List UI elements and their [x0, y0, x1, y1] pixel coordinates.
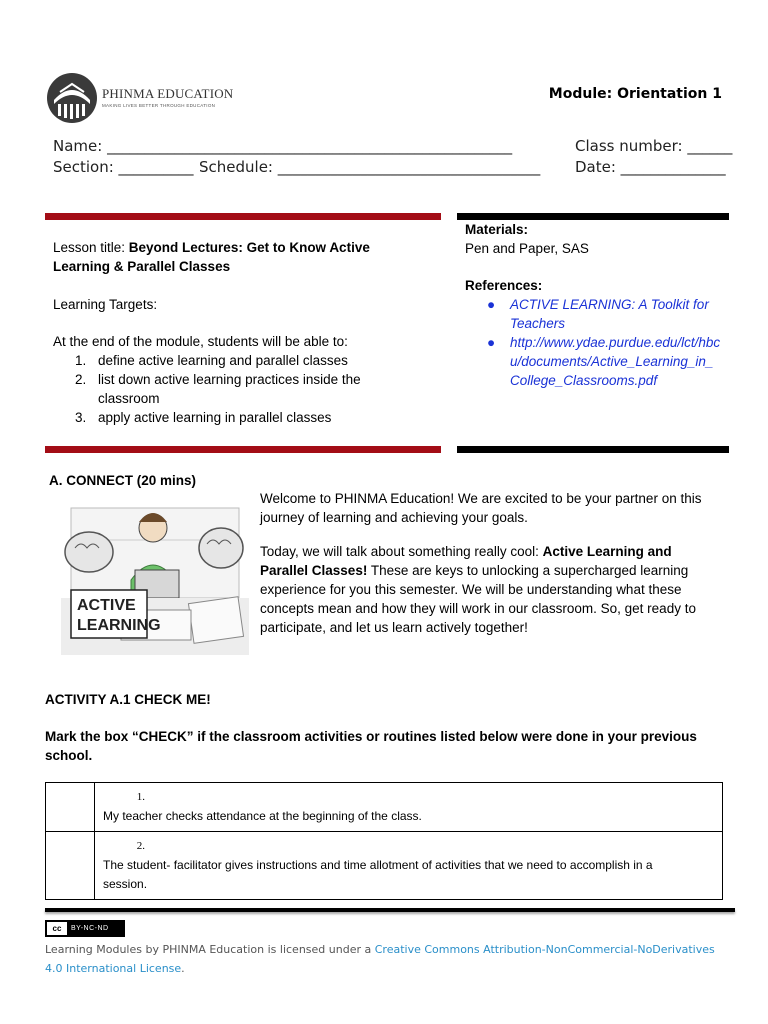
target-text: define active learning and parallel classes [98, 353, 348, 368]
materials-top-divider [457, 213, 729, 220]
activity-instruction: Mark the box “CHECK” if the classroom activities or routines listed below were done in your previous school. [45, 729, 697, 763]
lesson-title-bold-1: Beyond Lectures: Get to Know Active [128, 240, 370, 255]
target-text: list down active learning practices inside the classroom [98, 372, 361, 406]
license-link[interactable]: Creative Commons Attribution-NonCommercial-NoDerivatives 4.0 International License [45, 943, 715, 975]
intro-text-bold: Active Learning and Parallel Classes! [260, 544, 672, 578]
bullet-icon: ● [487, 297, 496, 312]
intro-paragraph [260, 542, 720, 637]
activity-title: ACTIVITY A.1 CHECK ME! [45, 692, 211, 707]
license-prefix: Learning Modules by PHINMA Education is licensed under a [45, 943, 375, 956]
date-field[interactable]: Date: ______________ [575, 158, 726, 176]
module-title: Module: Orientation 1 [548, 86, 722, 102]
row-text: The student- facilitator gives instructions and time allotment of activities that we need to accomplish in a session. [103, 858, 653, 891]
list-item [53, 370, 393, 408]
checklist-item [95, 783, 723, 832]
cc-icon: cc [47, 922, 67, 935]
schedule-field[interactable]: Schedule: ___________________________________ [199, 158, 541, 176]
row-number: 2. [136, 840, 145, 852]
list-item [53, 408, 393, 427]
target-text: apply active learning in parallel classes [98, 410, 332, 425]
active-learning-illustration [61, 500, 249, 655]
illustration-label-2: LEARNING [77, 617, 161, 634]
target-number: 3. [75, 410, 87, 425]
footer-divider [45, 908, 735, 912]
row-text: My teacher checks attendance at the beginning of the class. [103, 809, 422, 823]
section-field[interactable]: Section: __________ [53, 158, 194, 176]
checklist-table [45, 782, 723, 900]
row-number: 1. [136, 791, 145, 803]
checklist-item [95, 832, 723, 900]
reference-text[interactable]: ACTIVE LEARNING: A Toolkit for Teachers [510, 297, 709, 331]
check-box[interactable] [46, 783, 95, 832]
learning-targets-list [53, 351, 393, 427]
brand-tagline: MAKING LIVES BETTER THROUGH EDUCATION [102, 103, 216, 108]
illustration-label-1: ACTIVE [77, 597, 136, 614]
materials-bottom-divider [457, 446, 729, 453]
references-label: References: [465, 278, 543, 293]
materials-label: Materials: [465, 222, 529, 237]
table-row [46, 832, 723, 900]
lesson-top-divider [45, 213, 441, 220]
lesson-title-bold-2: Learning & Parallel Classes [53, 259, 231, 274]
active-learning-illustration-icon [61, 500, 249, 655]
class-number-field[interactable]: Class number: ______ [575, 137, 733, 155]
learning-targets-label: Learning Targets: [53, 297, 158, 312]
materials-value: Pen and Paper, SAS [465, 241, 589, 256]
intro-text-start: Today, we will talk about something really cool: [260, 544, 543, 559]
logo-emblem-icon [46, 70, 98, 126]
name-field[interactable]: Name: ______________________________________________________ [53, 137, 513, 155]
lesson-title [53, 238, 438, 276]
brand-name: PHINMA EDUCATION [102, 86, 234, 101]
license-end: . [181, 962, 185, 975]
reference-item[interactable] [465, 333, 723, 390]
reference-item[interactable] [465, 295, 723, 333]
targets-intro: At the end of the module, students will be able to: [53, 334, 348, 349]
check-box[interactable] [46, 832, 95, 900]
license-text [45, 940, 735, 978]
cc-terms: BY-NC-ND [71, 925, 109, 932]
target-number: 1. [75, 353, 87, 368]
bullet-icon: ● [487, 335, 496, 350]
table-row [46, 783, 723, 832]
reference-link[interactable]: http://www.ydae.purdue.edu/lct/hbcu/documents/Active_Learning_in_College_Classrooms.pdf [510, 335, 721, 388]
intro-text-end: These are keys to unlocking a supercharged learning experience for you this semester. We will be understanding what these concepts mean and how they will work in our classroom. So, get ready to participate, and let us learn actively together! [260, 563, 696, 635]
cc-license-badge[interactable] [45, 920, 125, 937]
lesson-bottom-divider [45, 446, 441, 453]
lesson-title-prefix: Lesson title: [53, 240, 129, 255]
list-item [53, 351, 393, 370]
welcome-paragraph: Welcome to PHINMA Education! We are excited to be your partner on this journey of learning and achieving your goals. [260, 491, 702, 525]
connect-heading: A. CONNECT (20 mins) [49, 473, 197, 488]
references-list [465, 295, 723, 390]
target-number: 2. [75, 372, 87, 387]
phinma-logo [46, 70, 234, 128]
